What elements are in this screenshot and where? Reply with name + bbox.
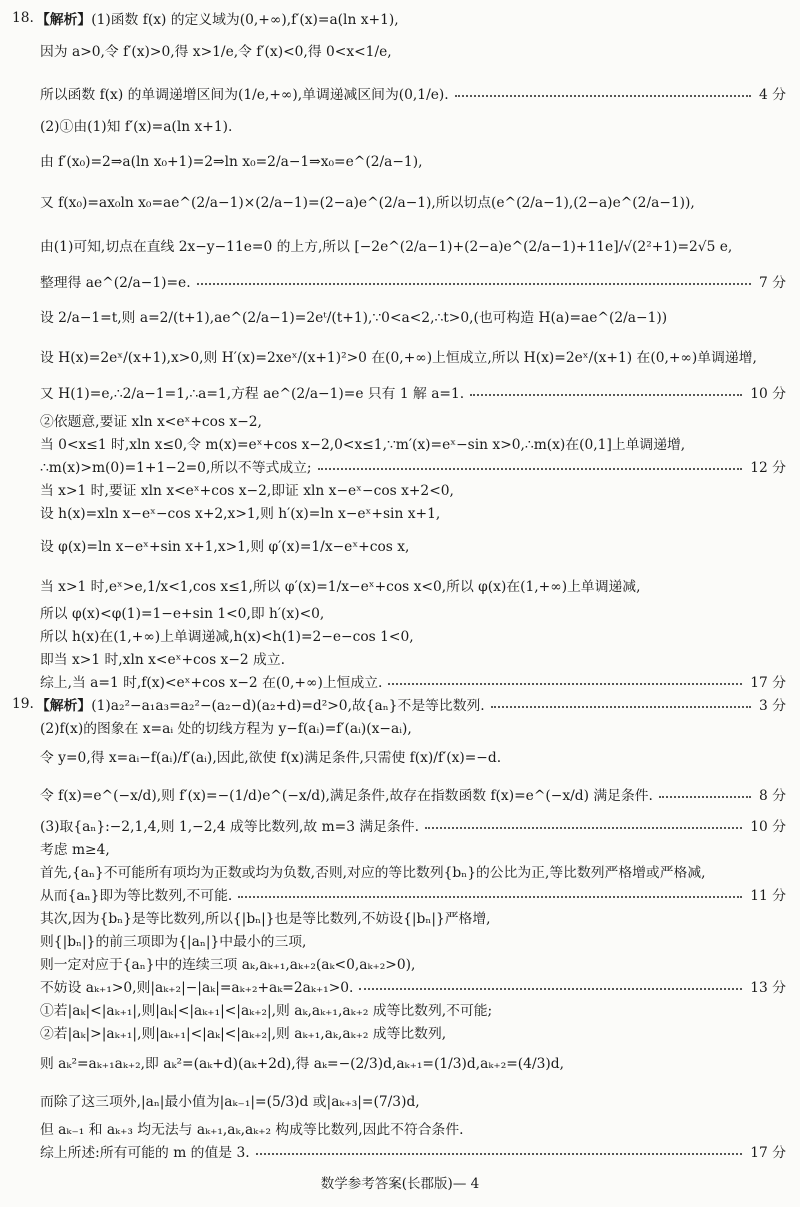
line-text: 令 f(x)=e^(−x/d),则 f′(x)=−(1/d)e^(−x/d),满足条件,故存在指数函数 f(x)=e^(−x/d) 满足条件. [40,788,653,804]
solution-line [0,999,800,1019]
solution-line [0,150,800,170]
line-text: 综上所述:所有可能的 m 的值是 3. [40,1145,250,1161]
score-mark: 8 分 [759,788,786,804]
line-text: 从而{aₙ}即为等比数列,不可能. [40,888,233,904]
score-mark: 10 分 [750,386,786,402]
line-text: 所以函数 f(x) 的单调递增区间为(1/e,+∞),单调递减区间为(0,1/e). [40,87,449,103]
solution-line [0,694,800,714]
solution-line [0,115,800,135]
line-text: ②若|aₖ|>|aₖ₊₁|,则|aₖ₊₁|<|aₖ|<|aₖ₊₂|,则 aₖ₊₁,aₖ,aₖ₊₂ 成等比数列, [40,1026,447,1042]
line-text: ①若|aₖ|<|aₖ₊₁|,则|aₖ|<|aₖ₊₁|<|aₖ₊₂|,则 aₖ,aₖ₊₁,aₖ₊₂ 成等比数列,不可能; [40,1003,493,1019]
score-mark: 17 分 [750,1145,786,1161]
solution-line [0,717,800,737]
line-text: 则一定对应于{aₙ}中的连续三项 aₖ,aₖ₊₁,aₖ₊₂(aₖ<0,aₖ₊₂>0), [40,957,416,973]
solution-line [0,535,800,555]
dot-leader [491,706,751,708]
dot-leader [197,283,751,285]
dot-leader [359,988,742,990]
dot-leader [659,796,751,798]
line-text: 综上,当 a=1 时,f(x)<eˣ+cos x−2 在(0,+∞)上恒成立. [40,675,383,691]
solution-line [0,410,800,430]
line-text: (2)f(x)的图象在 x=aᵢ 处的切线方程为 y−f(aᵢ)=f′(aᵢ)(x−aᵢ), [40,721,412,737]
solution-line [0,271,800,291]
line-text: 由(1)可知,切点在直线 2x−y−11e=0 的上方,所以 [−2e^(2/a−1)+(2−a)e^(2/a−1)+11e]/√(2²+1)=2√5 e, [40,239,733,255]
solution-line [0,907,800,927]
line-text: 不妨设 aₖ₊₁>0,则|aₖ₊₂|−|aₖ|=aₖ₊₂+aₖ=2aₖ₊₁>0. [40,980,354,996]
solution-line [0,479,800,499]
solution-line [0,1022,800,1042]
score-mark: 4 分 [759,87,786,103]
dot-leader [318,468,743,470]
analysis-heading: 【解析】 [36,698,92,714]
line-text: 又 H(1)=e,∴2/a−1=1,∴a=1,方程 ae^(2/a−1)=e 只有 1 解 a=1. [40,386,465,402]
line-text: 则{|bₙ|}的前三项即为{|aₙ|}中最小的三项, [40,934,307,950]
line-text: 考虑 m≥4, [40,842,110,858]
score-mark: 13 分 [750,980,786,996]
solution-line [0,1052,800,1072]
page-footer: 数学参考答案(长郡版)— 4 [320,1176,480,1192]
solution-line [0,502,800,522]
solution-line [0,838,800,858]
line-text: 又 f(x₀)=ax₀ln x₀=ae^(2/a−1)×(2/a−1)=(2−a)e^(2/a−1),所以切点(e^(2/a−1),(2−a)e^(2/a−1)), [40,195,695,211]
solution-line [0,306,800,326]
line-text: 当 0<x≤1 时,xln x≤0,令 m(x)=eˣ+cos x−2,0<x≤1,∵m′(x)=eˣ−sin x>0,∴m(x)在(0,1]上单调递增, [40,437,686,453]
solution-line [0,953,800,973]
line-text: 设 H(x)=2eˣ/(x+1),x>0,则 H′(x)=2xeˣ/(x+1)²>0 在(0,+∞)上恒成立,所以 H(x)=2eˣ/(x+1) 在(0,+∞)单调递增, [40,350,757,366]
line-text: 设 2/a−1=t,则 a=2/(t+1),ae^(2/a−1)=2eᵗ/(t+1),∵0<a<2,∴t>0,(也可构造 H(a)=ae^(2/a−1)) [40,310,668,326]
line-text: (1)函数 f(x) 的定义域为(0,+∞),f′(x)=a(ln x+1), [91,12,399,28]
score-mark: 11 分 [750,888,786,904]
problem-number: 19. [12,696,34,712]
analysis-heading: 【解析】 [36,12,92,28]
solution-line [0,346,800,366]
dot-leader [238,896,742,898]
solution-line [0,861,800,881]
line-text: 令 y=0,得 x=aᵢ−f(aᵢ)/f′(aᵢ),因此,欲使 f(x)满足条件,只需使 f(x)/f′(x)=−d. [40,750,502,766]
solution-line [0,884,800,904]
line-text: 所以 φ(x)<φ(1)=1−e+sin 1<0,即 h′(x)<0, [40,606,325,622]
score-mark: 3 分 [759,698,786,714]
solution-line [0,602,800,622]
solution-line [0,625,800,645]
line-text: (1)a₂²−a₁a₃=a₂²−(a₂−d)(a₂+d)=d²>0,故{aₙ}不是等比数列. [91,698,485,714]
dot-leader [455,95,751,97]
line-text: (2)①由(1)知 f′(x)=a(ln x+1). [40,119,233,135]
solution-line [0,40,800,60]
problem-number: 18. [12,10,34,26]
solution-line [0,930,800,950]
line-text: (3)取{aₙ}:−2,1,4,则 1,−2,4 成等比数列,故 m=3 满足条件. [40,819,419,835]
solution-line [0,382,800,402]
solution-line [0,1141,800,1161]
line-text: 首先,{aₙ}不可能所有项均为正数或均为负数,否则,对应的等比数列{bₙ}的公比为正,等比数列严格增或严格减, [40,865,706,881]
solution-line [0,746,800,766]
score-mark: 17 分 [750,675,786,691]
line-text: 设 h(x)=xln x−eˣ−cos x+2,x>1,则 h′(x)=ln x−eˣ+sin x+1, [40,506,441,522]
dot-leader [388,683,742,685]
score-mark: 10 分 [750,819,786,835]
solution-line [0,648,800,668]
solution-line [0,1118,800,1138]
line-text: 当 x>1 时,eˣ>e,1/x<1,cos x≤1,所以 φ′(x)=1/x−eˣ+cos x<0,所以 φ(x)在(1,+∞)上单调递减, [40,579,641,595]
line-text: 整理得 ae^(2/a−1)=e. [40,275,191,291]
line-text: 而除了这三项外,|aₙ|最小值为|aₖ₋₁|=(5/3)d 或|aₖ₊₃|=(7/3)d, [40,1094,420,1110]
dot-leader [256,1153,743,1155]
line-text: 其次,因为{bₙ}是等比数列,所以{|bₙ|}也是等比数列,不妨设{|bₙ|}严格增, [40,911,491,927]
solution-line [0,235,800,255]
line-text: ②依题意,要证 xln x<eˣ+cos x−2, [40,414,262,430]
solution-line [0,191,800,211]
dot-leader [425,827,742,829]
line-text: 因为 a>0,令 f′(x)>0,得 x>1/e,令 f′(x)<0,得 0<x<1/e, [40,44,392,60]
solution-line [0,83,800,103]
solution-line [0,433,800,453]
line-text: 即当 x>1 时,xln x<eˣ+cos x−2 成立. [40,652,286,668]
line-text: 所以 h(x)在(1,+∞)上单调递减,h(x)<h(1)=2−e−cos 1<0, [40,629,414,645]
solution-line [0,456,800,476]
solution-line [0,1090,800,1110]
line-text: 但 aₖ₋₁ 和 aₖ₊₃ 均无法与 aₖ₊₁,aₖ,aₖ₊₂ 构成等比数列,因此不符合条件. [40,1122,464,1138]
solution-line [0,671,800,691]
solution-line [0,976,800,996]
dot-leader [470,394,742,396]
solution-line [0,8,800,28]
solution-line [0,815,800,835]
line-text: ∴m(x)>m(0)=1+1−2=0,所以不等式成立; [40,460,312,476]
line-text: 当 x>1 时,要证 xln x<eˣ+cos x−2,即证 xln x−eˣ−cos x+2<0, [40,483,454,499]
solution-line [0,784,800,804]
solution-line [0,575,800,595]
score-mark: 7 分 [759,275,786,291]
line-text: 则 aₖ²=aₖ₊₁aₖ₊₂,即 aₖ²=(aₖ+d)(aₖ+2d),得 aₖ=−(2/3)d,aₖ₊₁=(1/3)d,aₖ₊₂=(4/3)d, [40,1056,564,1072]
line-text: 设 φ(x)=ln x−eˣ+sin x+1,x>1,则 φ′(x)=1/x−eˣ+cos x, [40,539,410,555]
score-mark: 12 分 [750,460,786,476]
line-text: 由 f′(x₀)=2⇒a(ln x₀+1)=2⇒ln x₀=2/a−1⇒x₀=e^(2/a−1), [40,154,423,170]
